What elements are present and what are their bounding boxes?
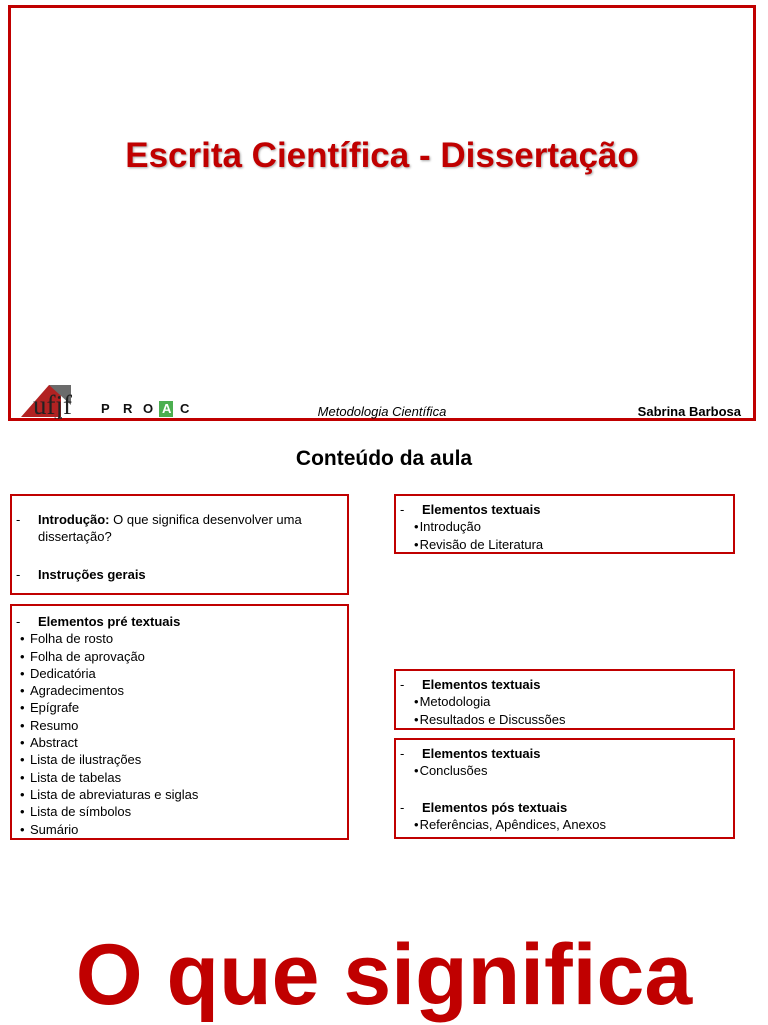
intro-item: - Introdução: O que significa desenvolver uma dissertação? [16, 512, 302, 545]
pre-textual-box [10, 604, 349, 840]
slide-footer [11, 373, 753, 419]
list-item: • Epígrafe [16, 699, 341, 716]
pre-textual-header: - Elementos pré textuais [16, 614, 181, 629]
list-item: • Dedicatória [16, 665, 341, 682]
general-instructions-item: - Instruções gerais [16, 566, 146, 582]
list-item: • Folha de rosto [16, 630, 341, 647]
textual-header: - Elementos textuais [400, 502, 541, 517]
footer-author: Sabrina Barbosa [637, 404, 741, 419]
logo-letter-p: P [101, 401, 110, 416]
list-item: • Resultados e Discussões [400, 711, 727, 728]
list-item: • Lista de abreviaturas e siglas [16, 786, 341, 803]
textual-box-1 [394, 494, 735, 554]
logo-letter-o: O [143, 401, 154, 416]
logo-letter-r: R [123, 401, 133, 416]
list-item: • Abstract [16, 734, 341, 751]
logo-letter-c: C [180, 401, 190, 416]
textual-box-2 [394, 669, 735, 730]
list-item: • Sumário [16, 821, 341, 838]
intro-label: Introdução: [38, 512, 110, 527]
list-item: • Folha de aprovação [16, 648, 341, 665]
title-slide [8, 5, 756, 421]
list-item: • Resumo [16, 717, 341, 734]
textual-box-3 [394, 738, 735, 839]
logo-letter-a: A [162, 401, 172, 416]
list-item: • Agradecimentos [16, 682, 341, 699]
slide-title: Escrita Científica - Dissertação [125, 136, 639, 175]
content-heading: Conteúdo da aula [295, 447, 473, 470]
footer-course: Metodologia Científica [317, 404, 447, 419]
list-item: • Revisão de Literatura [400, 536, 727, 553]
list-item: • Introdução [400, 518, 727, 535]
list-item: • Lista de tabelas [16, 769, 341, 786]
list-item: • Referências, Apêndices, Anexos [400, 816, 727, 833]
post-textual-header: - Elementos pós textuais [400, 799, 568, 815]
list-item: • Metodologia [400, 693, 727, 710]
logo-ufjf-text: ufjf [33, 390, 72, 419]
intro-box [10, 494, 349, 595]
list-item: • Lista de símbolos [16, 803, 341, 820]
general-instructions-label: Instruções gerais [38, 566, 146, 582]
textual-header: - Elementos textuais [400, 746, 541, 761]
intro-text: O que significa desenvolver uma dissertação? [38, 512, 302, 545]
textual-header: - Elementos textuais [400, 677, 541, 692]
next-slide-title: O que significa [75, 927, 693, 1023]
list-item: • Conclusões [400, 762, 727, 779]
list-item: • Lista de ilustrações [16, 751, 341, 768]
